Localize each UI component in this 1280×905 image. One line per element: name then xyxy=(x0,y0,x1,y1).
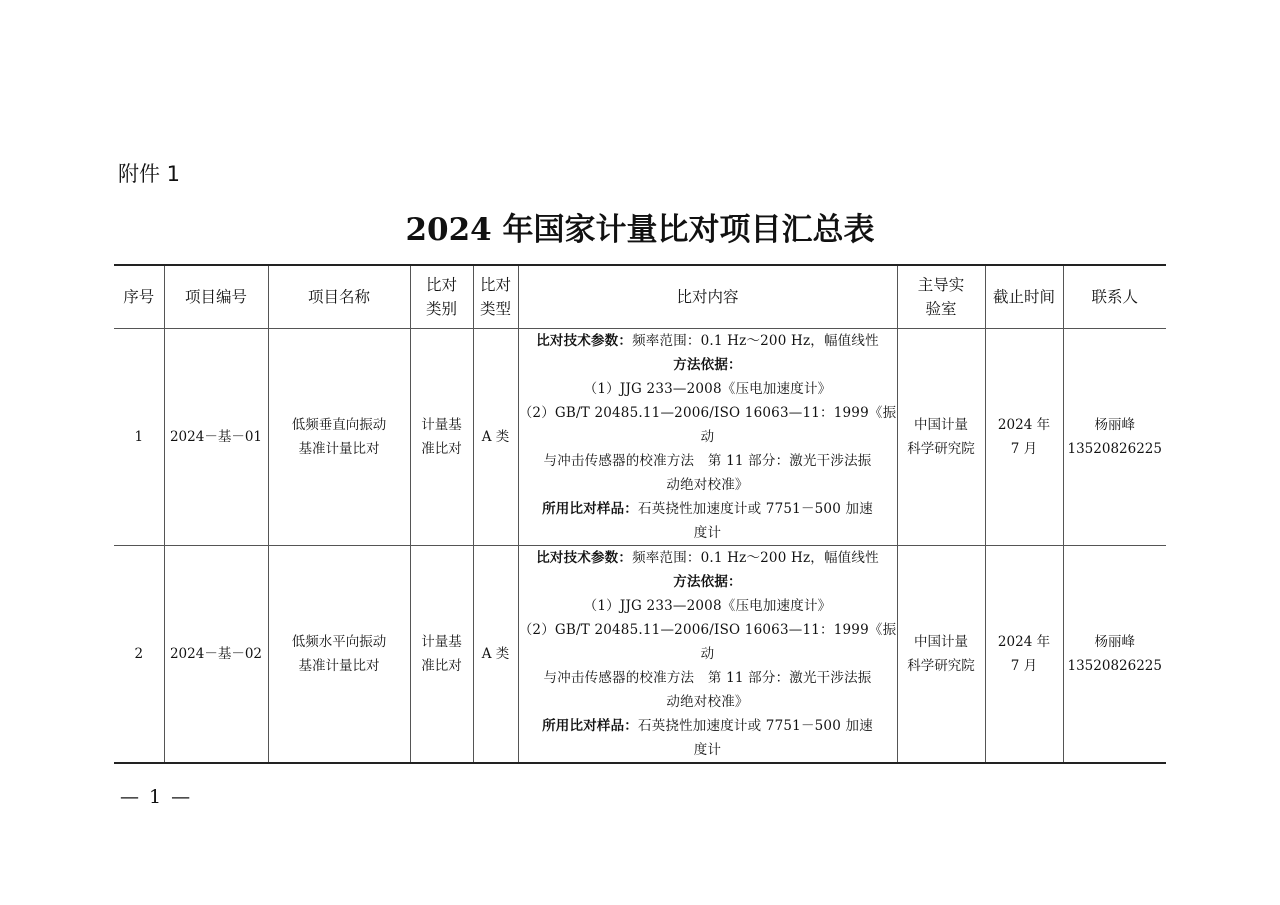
comparison-summary-table xyxy=(114,264,1166,764)
table-row xyxy=(114,546,1166,764)
cell-code: 2024－基－01 xyxy=(164,329,268,546)
sample-label: 所用比对样品： xyxy=(542,718,638,734)
document-title: 2024 年国家计量比对项目汇总表 xyxy=(405,212,875,248)
header-category-line1: 比对 xyxy=(425,276,457,294)
cell-lab-line2: 科学研究院 xyxy=(907,441,975,457)
method-item-1: （1）JJG 233—2008《压电加速度计》 xyxy=(583,598,832,614)
method-item-2-line3: 动绝对校准》 xyxy=(666,694,749,710)
header-category xyxy=(410,265,473,329)
header-type xyxy=(473,265,518,329)
tech-params-value: 频率范围：0.1 Hz～200 Hz，幅值线性 xyxy=(632,550,879,566)
cell-category-line2: 准比对 xyxy=(421,658,462,674)
header-type-line1: 比对 xyxy=(479,276,511,294)
header-lab-line2: 验室 xyxy=(925,300,957,318)
cell-deadline-line2: 7 月 xyxy=(1010,658,1038,674)
header-type-line2: 类型 xyxy=(479,300,511,318)
method-item-2-line2: 与冲击传感器的校准方法 第 11 部分：激光干涉法振 xyxy=(543,670,872,686)
method-item-2-line3: 动绝对校准》 xyxy=(666,477,749,493)
attachment-label: 附件 1 xyxy=(118,162,181,186)
header-lab xyxy=(897,265,985,329)
tech-params-label: 比对技术参数： xyxy=(536,550,633,566)
cell-lab xyxy=(897,329,985,546)
method-item-2-line1: （2）GB/T 20485.11—2006/ISO 16063—11：1999《振动 xyxy=(518,622,897,662)
cell-category xyxy=(410,546,473,764)
header-contact: 联系人 xyxy=(1063,265,1166,329)
header-deadline: 截止时间 xyxy=(985,265,1063,329)
cell-contact xyxy=(1063,329,1166,546)
method-label: 方法依据： xyxy=(673,574,742,590)
contact-phone: 13520826225 xyxy=(1067,658,1162,674)
sample-value-line1: 石英挠性加速度计或 7751－500 加速 xyxy=(638,718,873,734)
contact-name: 杨丽峰 xyxy=(1094,417,1135,433)
sample-value-line2: 度计 xyxy=(693,525,722,541)
cell-name-line2: 基准计量比对 xyxy=(298,441,380,457)
cell-deadline xyxy=(985,329,1063,546)
method-item-2-line1: （2）GB/T 20485.11—2006/ISO 16063—11：1999《振动 xyxy=(518,405,897,445)
cell-lab-line1: 中国计量 xyxy=(914,417,968,433)
tech-params-label: 比对技术参数： xyxy=(536,333,633,349)
header-seq: 序号 xyxy=(114,265,164,329)
sample-label: 所用比对样品： xyxy=(542,501,638,517)
header-content: 比对内容 xyxy=(518,265,897,329)
header-category-line2: 类别 xyxy=(425,300,457,318)
cell-type: A 类 xyxy=(473,546,518,764)
table-header-row xyxy=(114,265,1166,329)
table-row xyxy=(114,329,1166,546)
cell-content xyxy=(518,546,897,764)
cell-deadline-line2: 7 月 xyxy=(1010,441,1038,457)
cell-lab-line2: 科学研究院 xyxy=(907,658,975,674)
cell-code: 2024－基－02 xyxy=(164,546,268,764)
method-label: 方法依据： xyxy=(673,357,742,373)
cell-type: A 类 xyxy=(473,329,518,546)
cell-category-line2: 准比对 xyxy=(421,441,462,457)
header-lab-line1: 主导实 xyxy=(917,276,965,294)
cell-name-line1: 低频垂直向振动 xyxy=(291,417,387,433)
cell-content xyxy=(518,329,897,546)
cell-deadline xyxy=(985,546,1063,764)
cell-lab xyxy=(897,546,985,764)
header-name: 项目名称 xyxy=(268,265,410,329)
method-item-1: （1）JJG 233—2008《压电加速度计》 xyxy=(583,381,832,397)
cell-category-line1: 计量基 xyxy=(421,417,462,433)
cell-category-line1: 计量基 xyxy=(421,634,462,650)
contact-phone: 13520826225 xyxy=(1067,441,1162,457)
page-number: — 1 — xyxy=(120,786,193,808)
cell-seq: 2 xyxy=(114,546,164,764)
cell-lab-line1: 中国计量 xyxy=(914,634,968,650)
cell-name xyxy=(268,546,410,764)
cell-deadline-line1: 2024 年 xyxy=(997,634,1051,650)
cell-contact xyxy=(1063,546,1166,764)
cell-name xyxy=(268,329,410,546)
sample-value-line1: 石英挠性加速度计或 7751－500 加速 xyxy=(638,501,873,517)
cell-name-line1: 低频水平向振动 xyxy=(291,634,387,650)
contact-name: 杨丽峰 xyxy=(1094,634,1135,650)
sample-value-line2: 度计 xyxy=(693,742,722,758)
cell-deadline-line1: 2024 年 xyxy=(997,417,1051,433)
cell-seq: 1 xyxy=(114,329,164,546)
method-item-2-line2: 与冲击传感器的校准方法 第 11 部分：激光干涉法振 xyxy=(543,453,872,469)
cell-category xyxy=(410,329,473,546)
header-code: 项目编号 xyxy=(164,265,268,329)
cell-name-line2: 基准计量比对 xyxy=(298,658,380,674)
tech-params-value: 频率范围：0.1 Hz～200 Hz，幅值线性 xyxy=(632,333,879,349)
